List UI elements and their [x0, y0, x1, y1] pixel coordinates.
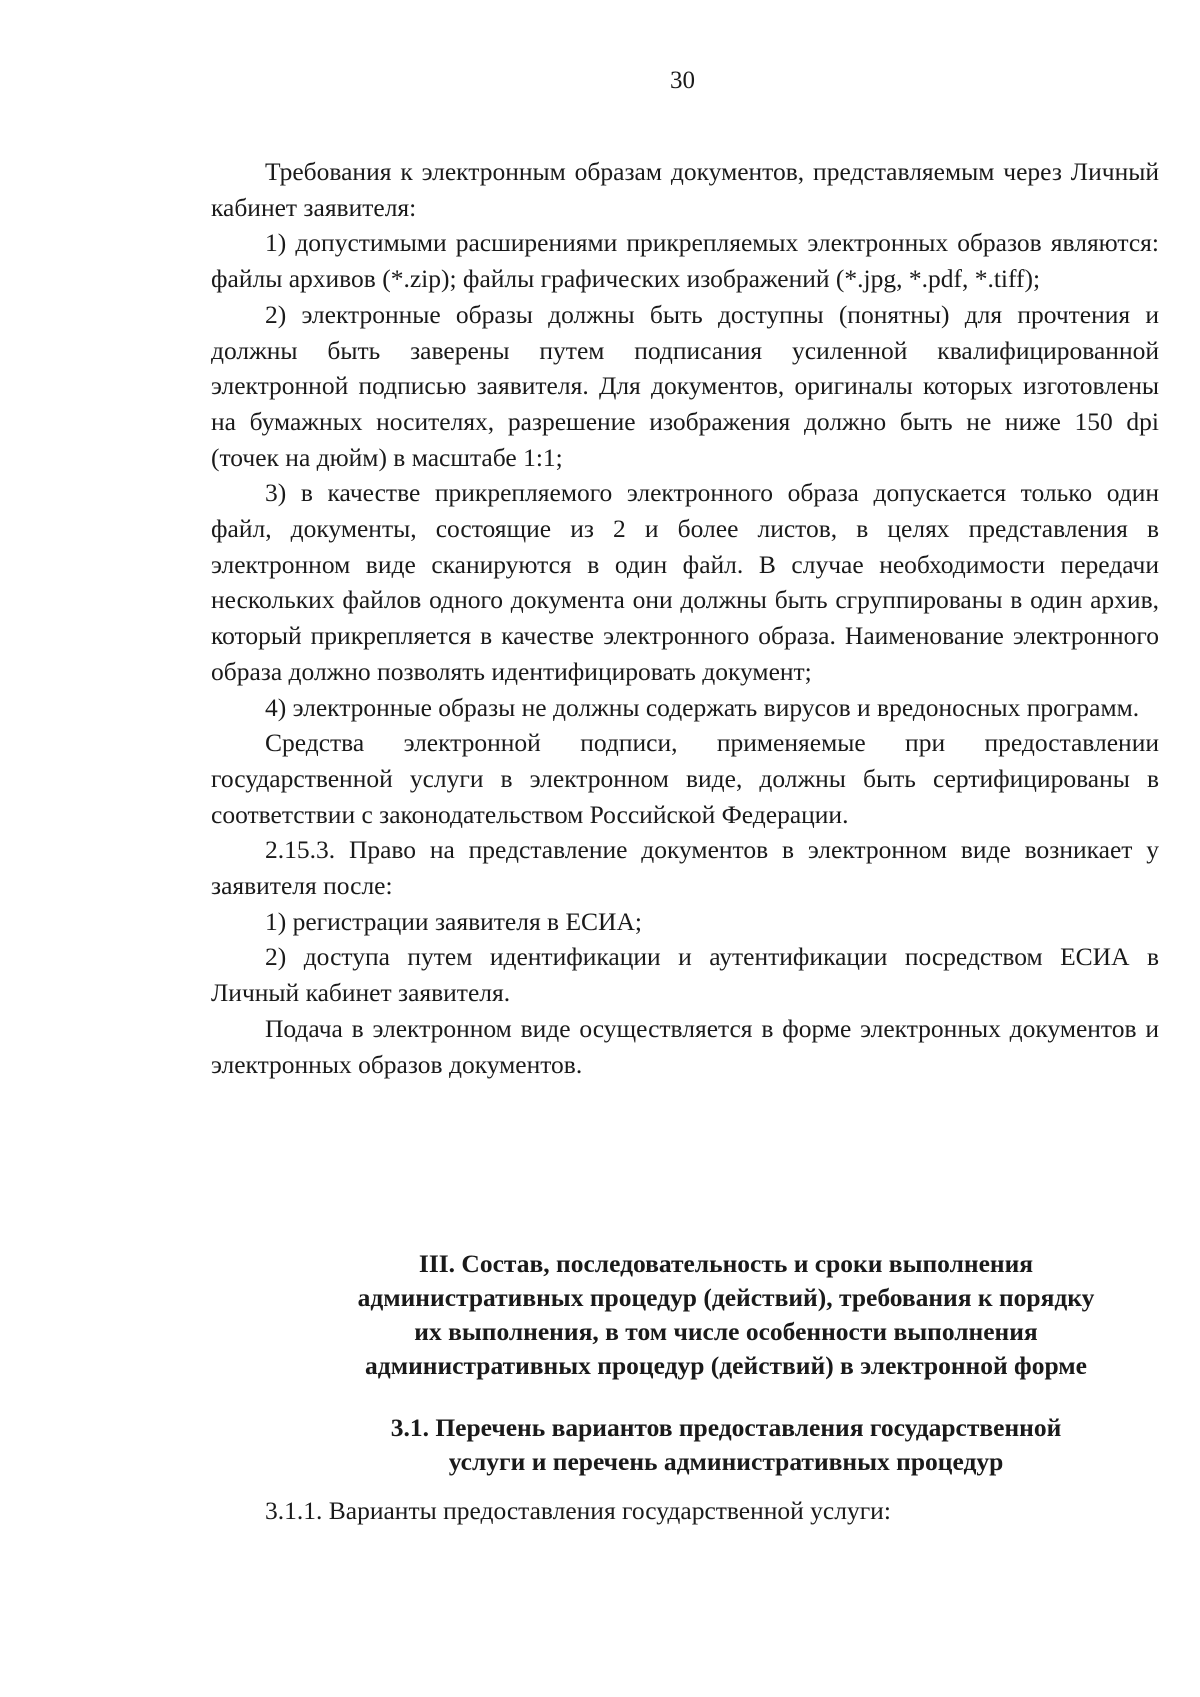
- paragraph-2-15-3: 2.15.3. Право на представление документов в электронном виде возникает у заявителя после:: [211, 835, 1159, 901]
- paragraph-submission-form: Подача в электронном виде осуществляется в форме электронных документов и электронных образов документов.: [211, 1013, 1159, 1079]
- section-heading-iii: [293, 1247, 1159, 1383]
- section-heading-iii-line-1: III. Состав, последовательность и сроки выполнения: [418, 1249, 1034, 1278]
- paragraph-esia-registration: 1) регистрации заявителя в ЕСИА;: [265, 906, 642, 936]
- paragraph-signature-tools: Средства электронной подписи, применяемые при предоставлении государственной услуги в электронном виде, должны быть сертифицированы в соответствии с законодательством Российской Федерации.: [211, 728, 1159, 829]
- paragraph-item-1-extensions: 1) допустимыми расширениями прикрепляемых электронных образов являются: файлы архивов (*.zip); файлы графических изображений (*.jpg, *.pdf, *.tiff);: [211, 228, 1159, 294]
- section-heading-iii-line-2: административных процедур (действий), требования к порядку: [357, 1283, 1095, 1312]
- subsection-heading-3-1-line-2: услуги и перечень административных процедур: [448, 1447, 1004, 1476]
- section-heading-iii-line-4: административных процедур (действий) в электронной форме: [365, 1351, 1087, 1380]
- paragraph-item-4-no-viruses: 4) электронные образы не должны содержать вирусов и вредоносных программ.: [265, 692, 1140, 722]
- subsection-heading-3-1: [293, 1411, 1159, 1479]
- page-number: 30: [670, 67, 695, 94]
- subsection-heading-3-1-line-1: 3.1. Перечень вариантов предоставления государственной: [390, 1413, 1062, 1442]
- section-heading-iii-line-3: их выполнения, в том числе особенности выполнения: [414, 1317, 1038, 1346]
- paragraph-esia-access: 2) доступа путем идентификации и аутентификации посредством ЕСИА в Личный кабинет заявителя.: [211, 942, 1159, 1008]
- paragraph-item-3-single-file: 3) в качестве прикрепляемого электронного образа допускается только один файл, документы, состоящие из 2 и более листов, в целях представления в электронном виде сканируются в один файл. В случае необходимости передачи нескольких файлов одного документа они должны быть сгруппированы в один архив, который прикрепляется в качестве электронного образа. Наименование электронного образа должно позволять идентифицировать документ;: [211, 478, 1159, 686]
- paragraph-item-2-readability: 2) электронные образы должны быть доступны (понятны) для прочтения и должны быть заверены путем подписания усиленной квалифицированной электронной подписью заявителя. Для документов, оригиналы которых изготовлены на бумажных носителях, разрешение изображения должно быть не ниже 150 dpi (точек на дюйм) в масштабе 1:1;: [211, 299, 1159, 472]
- paragraph-3-1-1: 3.1.1. Варианты предоставления государственной услуги:: [265, 1496, 891, 1525]
- body-text: [211, 154, 1159, 1082]
- paragraph-requirements-intro: Требования к электронным образам документов, представляемым через Личный кабинет заявителя:: [211, 157, 1159, 222]
